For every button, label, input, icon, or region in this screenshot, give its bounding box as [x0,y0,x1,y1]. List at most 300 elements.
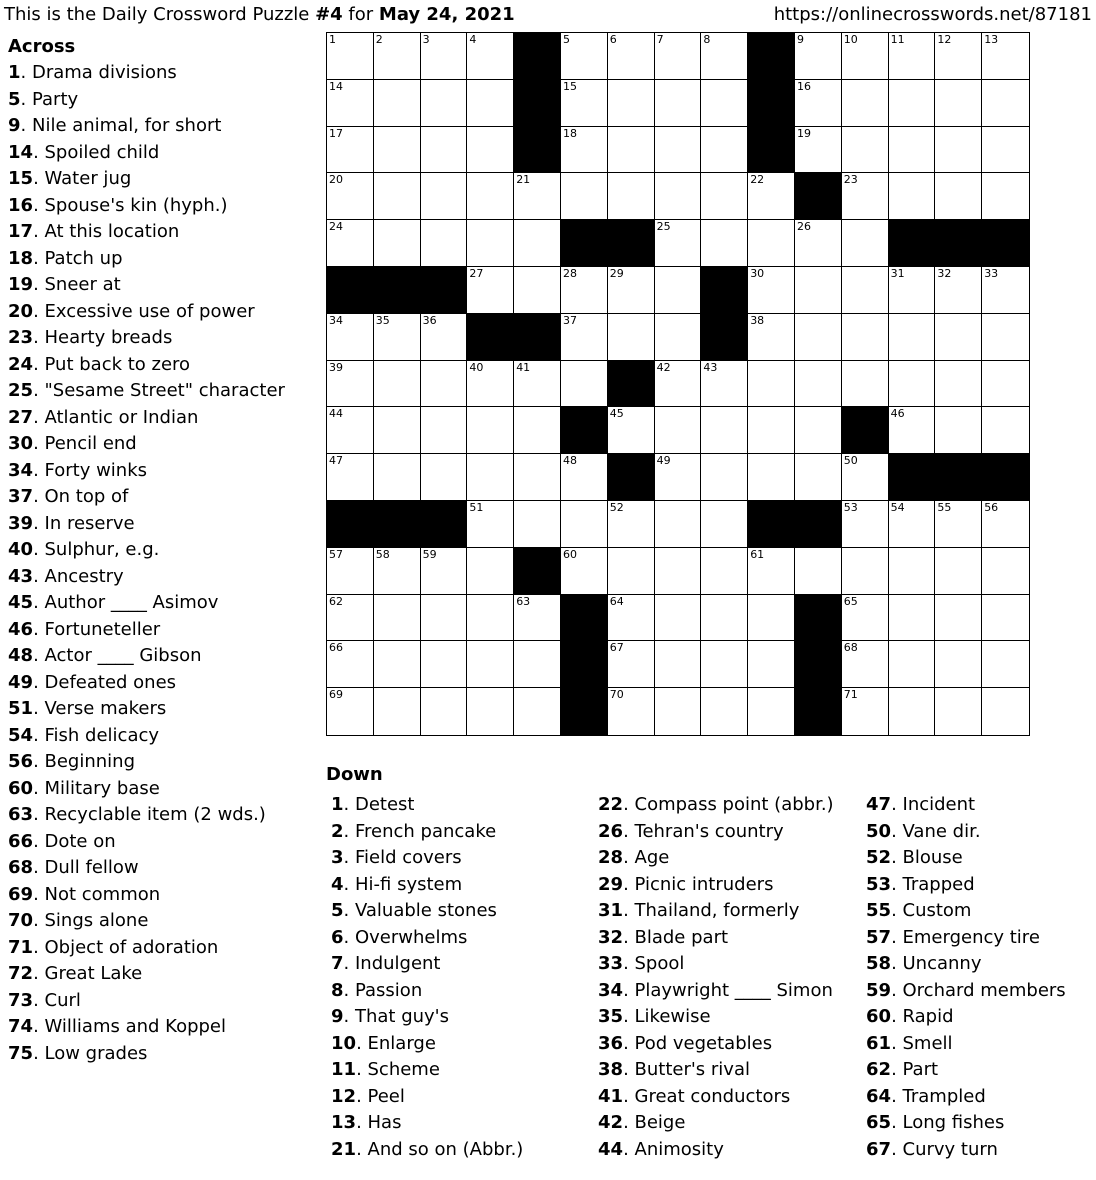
grid-cell[interactable] [608,548,655,595]
across-clue[interactable] [8,352,313,379]
grid-cell[interactable] [655,407,702,454]
grid-cell[interactable] [561,33,608,80]
grid-cell[interactable] [327,314,374,361]
down-clue[interactable] [866,1137,1092,1164]
grid-cell[interactable] [935,33,982,80]
grid-cell[interactable] [842,688,889,735]
grid-cell[interactable] [842,33,889,80]
grid-cell[interactable] [467,595,514,642]
grid-cell[interactable] [421,127,468,174]
grid-cell[interactable] [655,314,702,361]
cell-number: 65 [843,594,858,608]
across-clue[interactable] [8,113,313,140]
grid-cell[interactable] [374,361,421,408]
down-clue[interactable] [598,819,860,846]
across-clue[interactable] [8,1014,313,1041]
grid-cell[interactable] [655,454,702,501]
grid-cell[interactable] [982,267,1029,314]
down-clue[interactable] [866,951,1092,978]
grid-cell[interactable] [935,407,982,454]
grid-cell[interactable] [748,548,795,595]
down-clue[interactable] [331,898,591,925]
down-clue[interactable] [866,819,1092,846]
grid-cell[interactable] [935,314,982,361]
clue-text: . Sings alone [33,910,149,931]
grid-cell[interactable] [748,267,795,314]
grid-cell[interactable] [748,220,795,267]
grid-cell[interactable] [655,641,702,688]
grid-cell[interactable] [467,361,514,408]
grid-cell[interactable] [935,127,982,174]
grid-cell[interactable] [982,595,1029,642]
grid-cell[interactable] [795,33,842,80]
grid-cell[interactable] [982,314,1029,361]
across-clue[interactable] [8,193,313,220]
across-clue[interactable] [8,87,313,114]
cell-number: 38 [750,313,765,327]
grid-cell[interactable] [842,454,889,501]
grid-cell[interactable] [935,688,982,735]
down-clue[interactable] [598,872,860,899]
across-clue[interactable] [8,590,313,617]
grid-cell[interactable] [327,454,374,501]
grid-cell[interactable] [795,407,842,454]
grid-cell[interactable] [701,361,748,408]
grid-cell[interactable] [514,267,561,314]
grid-cell[interactable] [982,641,1029,688]
across-clue[interactable] [8,60,313,87]
clue-text: . Likewise [623,1006,711,1027]
grid-cell[interactable] [842,80,889,127]
grid-cell[interactable] [842,595,889,642]
across-clue[interactable] [8,1041,313,1068]
down-clue[interactable] [866,925,1092,952]
block-cell [561,641,608,688]
grid-cell[interactable] [327,595,374,642]
grid-cell[interactable] [421,548,468,595]
cell-number: 7 [656,33,664,46]
clue-text: . Defeated ones [33,671,177,693]
clue-number: 25 [8,380,34,401]
across-clue[interactable] [8,378,313,405]
grid-cell[interactable] [374,548,421,595]
grid-cell[interactable] [842,220,889,267]
grid-cell[interactable] [561,267,608,314]
down-clue-column-2 [598,792,860,1163]
grid-cell[interactable] [374,641,421,688]
across-clue[interactable] [8,431,313,458]
block-cell [889,220,936,267]
grid-cell[interactable] [655,595,702,642]
down-clue[interactable] [598,1084,860,1111]
grid-cell[interactable] [608,407,655,454]
down-clue[interactable] [866,872,1092,899]
grid-cell[interactable] [467,220,514,267]
across-clue[interactable] [8,696,313,723]
down-clue[interactable] [331,845,591,872]
grid-cell[interactable] [561,361,608,408]
grid-cell[interactable] [842,361,889,408]
down-clue[interactable] [598,1137,860,1164]
grid-cell[interactable] [701,220,748,267]
down-clue-column-3 [866,792,1092,1163]
across-clue[interactable] [8,882,313,909]
grid-cell[interactable] [842,641,889,688]
grid-cell[interactable] [561,454,608,501]
down-clue[interactable] [866,845,1092,872]
grid-cell[interactable] [982,501,1029,548]
grid-cell[interactable] [374,688,421,735]
grid-cell[interactable] [748,314,795,361]
grid-cell[interactable] [467,80,514,127]
down-clue[interactable] [866,898,1092,925]
grid-cell[interactable] [327,127,374,174]
across-clue[interactable] [8,484,313,511]
down-clue[interactable] [598,1057,860,1084]
grid-cell[interactable] [748,361,795,408]
down-clue[interactable] [331,1084,591,1111]
grid-cell[interactable] [982,361,1029,408]
down-clue[interactable] [331,1110,591,1137]
grid-cell[interactable] [655,173,702,220]
down-clue[interactable] [331,925,591,952]
grid-cell[interactable] [467,641,514,688]
grid-cell[interactable] [608,595,655,642]
grid-cell[interactable] [701,688,748,735]
grid-cell[interactable] [889,33,936,80]
grid-cell[interactable] [467,267,514,314]
grid-cell[interactable] [982,80,1029,127]
across-clue[interactable] [8,537,313,564]
across-clue[interactable] [8,829,313,856]
across-clue[interactable] [8,325,313,352]
grid-cell[interactable] [842,267,889,314]
grid-cell[interactable] [608,33,655,80]
grid-cell[interactable] [889,173,936,220]
grid-cell[interactable] [608,173,655,220]
grid-cell[interactable] [701,407,748,454]
down-clue[interactable] [598,898,860,925]
grid-cell[interactable] [608,127,655,174]
clue-text: . Fortuneteller [33,618,161,640]
grid-cell[interactable] [655,80,702,127]
clue-number: 28 [598,847,624,868]
grid-cell[interactable] [795,267,842,314]
grid-cell[interactable] [421,314,468,361]
across-clue[interactable] [8,617,313,644]
across-clue[interactable] [8,670,313,697]
clue-text: . Blouse [891,847,963,868]
grid-cell[interactable] [561,501,608,548]
grid-cell[interactable] [421,173,468,220]
across-clue[interactable] [8,511,313,538]
down-clue[interactable] [866,1004,1092,1031]
grid-cell[interactable] [561,127,608,174]
grid-cell[interactable] [608,641,655,688]
grid-cell[interactable] [608,688,655,735]
clue-text: . Vane dir. [891,820,981,842]
across-clue[interactable] [8,855,313,882]
grid-cell[interactable] [467,33,514,80]
cell-number: 25 [656,220,671,234]
grid-cell[interactable] [514,688,561,735]
grid-cell[interactable] [327,173,374,220]
grid-cell[interactable] [421,454,468,501]
grid-cell[interactable] [935,548,982,595]
grid-cell[interactable] [327,688,374,735]
block-cell [982,454,1029,501]
grid-cell[interactable] [701,454,748,501]
grid-cell[interactable] [467,173,514,220]
down-clue[interactable] [866,1057,1092,1084]
across-clue[interactable] [8,246,313,273]
grid-cell[interactable] [374,173,421,220]
across-clue[interactable] [8,166,313,193]
grid-cell[interactable] [795,220,842,267]
grid-cell[interactable] [795,127,842,174]
grid-cell[interactable] [982,33,1029,80]
grid-cell[interactable] [421,220,468,267]
grid-cell[interactable] [514,641,561,688]
grid-cell[interactable] [421,361,468,408]
grid-cell[interactable] [935,80,982,127]
clue-number: 67 [866,1138,892,1160]
grid-cell[interactable] [327,361,374,408]
grid-cell[interactable] [608,501,655,548]
grid-cell[interactable] [374,220,421,267]
grid-cell[interactable] [467,127,514,174]
clue-number: 71 [8,936,34,958]
title-prefix: This is the Daily Crossword Puzzle [4,4,316,25]
grid-cell[interactable] [935,267,982,314]
clue-number: 68 [8,857,34,878]
down-clue[interactable] [331,1031,591,1058]
clue-number: 21 [331,1138,357,1160]
down-clue[interactable] [866,792,1092,819]
grid-cell[interactable] [655,220,702,267]
down-clue[interactable] [331,978,591,1005]
down-clue[interactable] [598,978,860,1005]
clue-text: . Valuable stones [343,900,497,921]
grid-cell[interactable] [935,641,982,688]
grid-cell[interactable] [608,314,655,361]
across-clue[interactable] [8,802,313,829]
down-clue[interactable] [331,872,591,899]
down-clue[interactable] [598,1031,860,1058]
grid-cell[interactable] [982,407,1029,454]
grid-cell[interactable] [748,641,795,688]
down-clue[interactable] [331,951,591,978]
grid-cell[interactable] [748,454,795,501]
grid-cell[interactable] [748,407,795,454]
grid-cell[interactable] [374,314,421,361]
grid-cell[interactable] [374,127,421,174]
across-clue[interactable] [8,564,313,591]
grid-cell[interactable] [467,501,514,548]
down-clue[interactable] [331,1137,591,1164]
grid-cell[interactable] [701,501,748,548]
grid-cell[interactable] [421,688,468,735]
grid-cell[interactable] [842,501,889,548]
grid-cell[interactable] [374,595,421,642]
grid-cell[interactable] [842,173,889,220]
grid-cell[interactable] [982,688,1029,735]
down-clue[interactable] [598,951,860,978]
grid-cell[interactable] [421,33,468,80]
grid-cell[interactable] [795,80,842,127]
grid-cell[interactable] [889,641,936,688]
cell-number: 55 [937,500,952,514]
grid-cell[interactable] [889,595,936,642]
grid-cell[interactable] [374,407,421,454]
grid-cell[interactable] [655,33,702,80]
grid-cell[interactable] [514,361,561,408]
down-clue[interactable] [866,978,1092,1005]
down-clue[interactable] [598,1110,860,1137]
across-clue[interactable] [8,988,313,1015]
down-clue[interactable] [331,1057,591,1084]
down-clue[interactable] [331,819,591,846]
grid-cell[interactable] [701,127,748,174]
grid-cell[interactable] [514,454,561,501]
down-clue[interactable] [866,1084,1092,1111]
grid-cell[interactable] [889,548,936,595]
grid-cell[interactable] [561,548,608,595]
grid-cell[interactable] [421,595,468,642]
grid-cell[interactable] [608,80,655,127]
grid-cell[interactable] [514,595,561,642]
grid-cell[interactable] [701,641,748,688]
grid-cell[interactable] [561,314,608,361]
grid-cell[interactable] [655,267,702,314]
grid-cell[interactable] [748,595,795,642]
down-clue[interactable] [598,845,860,872]
grid-cell[interactable] [327,80,374,127]
across-clue[interactable] [8,219,313,246]
grid-cell[interactable] [982,548,1029,595]
grid-cell[interactable] [374,454,421,501]
grid-cell[interactable] [327,33,374,80]
clue-number: 3 [331,847,344,868]
across-clue[interactable] [8,776,313,803]
down-clue[interactable] [598,792,860,819]
grid-cell[interactable] [935,361,982,408]
down-clue[interactable] [331,1004,591,1031]
across-clue[interactable] [8,405,313,432]
across-clue[interactable] [8,935,313,962]
grid-cell[interactable] [655,361,702,408]
grid-cell[interactable] [467,688,514,735]
down-clue[interactable] [598,1004,860,1031]
across-clue[interactable] [8,140,313,167]
grid-cell[interactable] [889,501,936,548]
grid-cell[interactable] [327,407,374,454]
grid-cell[interactable] [608,267,655,314]
grid-cell[interactable] [421,407,468,454]
across-clue[interactable] [8,749,313,776]
grid-cell[interactable] [701,80,748,127]
grid-cell[interactable] [421,641,468,688]
clue-text: . Has [356,1112,402,1133]
across-clue[interactable] [8,723,313,750]
grid-cell[interactable] [514,220,561,267]
grid-cell[interactable] [701,33,748,80]
grid-cell[interactable] [467,407,514,454]
cell-number: 50 [843,454,858,468]
across-clue[interactable] [8,908,313,935]
grid-cell[interactable] [374,33,421,80]
grid-cell[interactable] [935,173,982,220]
grid-cell[interactable] [748,688,795,735]
grid-cell[interactable] [889,80,936,127]
grid-cell[interactable] [889,127,936,174]
grid-cell[interactable] [795,454,842,501]
across-clue[interactable] [8,458,313,485]
grid-cell[interactable] [561,80,608,127]
grid-cell[interactable] [889,361,936,408]
grid-cell[interactable] [655,688,702,735]
grid-cell[interactable] [982,173,1029,220]
across-clue[interactable] [8,961,313,988]
grid-cell[interactable] [514,501,561,548]
grid-cell[interactable] [514,173,561,220]
grid-cell[interactable] [842,548,889,595]
grid-cell[interactable] [889,407,936,454]
across-clue[interactable] [8,643,313,670]
grid-cell[interactable] [374,80,421,127]
grid-cell[interactable] [889,314,936,361]
grid-cell[interactable] [889,267,936,314]
grid-cell[interactable] [561,173,608,220]
grid-cell[interactable] [467,454,514,501]
grid-cell[interactable] [842,314,889,361]
grid-cell[interactable] [795,548,842,595]
down-clue[interactable] [866,1110,1092,1137]
grid-cell[interactable] [795,314,842,361]
grid-cell[interactable] [514,407,561,454]
down-clue[interactable] [331,792,591,819]
down-clue[interactable] [598,925,860,952]
grid-cell[interactable] [701,548,748,595]
grid-cell[interactable] [748,173,795,220]
grid-cell[interactable] [935,595,982,642]
block-cell [982,220,1029,267]
grid-cell[interactable] [327,220,374,267]
across-clue[interactable] [8,272,313,299]
grid-cell[interactable] [655,127,702,174]
grid-cell[interactable] [842,127,889,174]
grid-cell[interactable] [701,595,748,642]
grid-cell[interactable] [327,641,374,688]
grid-cell[interactable] [327,548,374,595]
grid-cell[interactable] [982,127,1029,174]
grid-cell[interactable] [467,548,514,595]
cell-number: 37 [562,313,577,327]
clue-text: . Spool [623,953,685,974]
clue-number: 58 [866,953,892,974]
grid-cell[interactable] [655,548,702,595]
grid-cell[interactable] [935,501,982,548]
clue-number: 56 [8,751,34,772]
grid-cell[interactable] [421,80,468,127]
down-clue[interactable] [866,1031,1092,1058]
grid-cell[interactable] [889,688,936,735]
grid-cell[interactable] [795,361,842,408]
grid-cell[interactable] [655,501,702,548]
clue-text: . Pod vegetables [623,1032,773,1054]
grid-cell[interactable] [701,173,748,220]
across-clue[interactable] [8,299,313,326]
